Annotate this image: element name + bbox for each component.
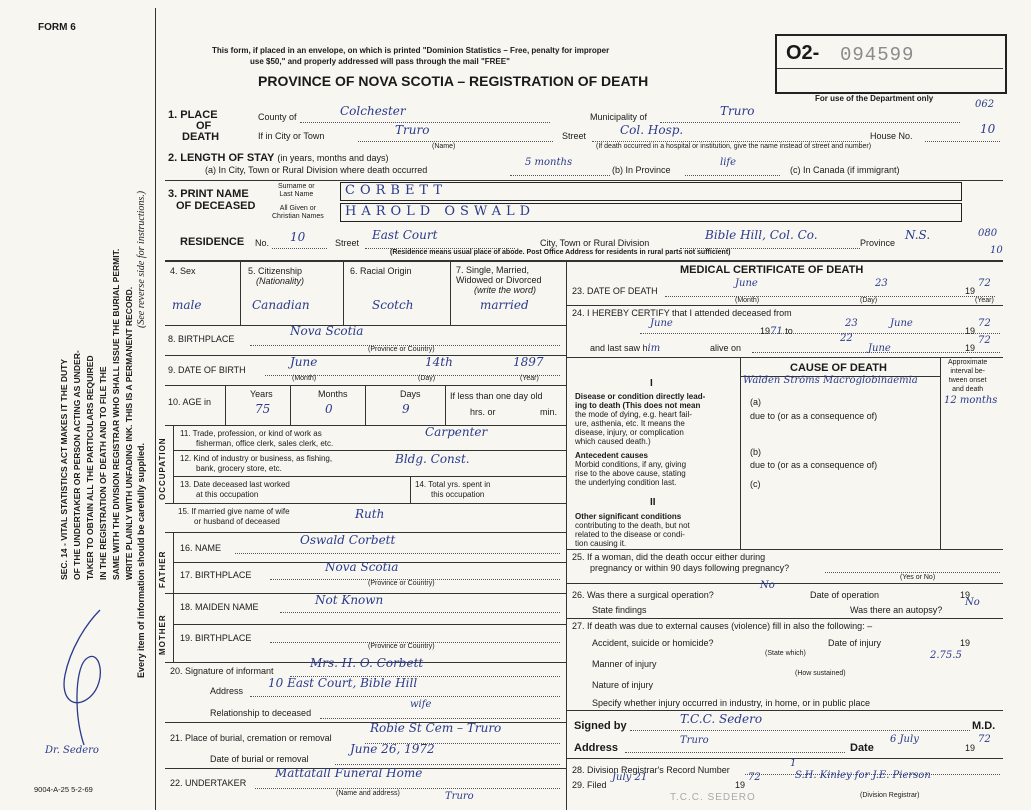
residence-street: East Court	[372, 228, 438, 242]
house-value: 10	[980, 122, 996, 136]
instructions-note: (See reverse side for instructions.)	[136, 190, 147, 328]
cause-header: CAUSE OF DEATH	[790, 362, 887, 374]
relationship-value: wife	[410, 699, 432, 710]
record-number: 1	[790, 758, 797, 769]
dob-month: June	[290, 355, 318, 369]
certificate-date: 6 July	[890, 734, 919, 745]
county-value: Colchester	[340, 104, 406, 118]
signature-flourish	[30, 605, 140, 755]
burial-place: Robie St Cem – Truro	[370, 721, 502, 735]
given-names-value: HAROLD OSWALD	[345, 204, 536, 219]
alive-year: 72	[978, 335, 991, 346]
stay-province-value: life	[720, 157, 737, 168]
father-name: Oswald Corbett	[300, 533, 396, 547]
residence-city: Bible Hill, Col. Co.	[705, 228, 818, 242]
occupation-side-label: OCCUPATION	[158, 437, 167, 500]
undertaker-city: Truro	[445, 791, 474, 802]
burial-date: June 26, 1972	[350, 742, 435, 756]
death-month: June	[735, 278, 758, 289]
undertaker-name: Mattatall Funeral Home	[275, 766, 423, 780]
last-saw-pronoun: im	[647, 343, 661, 354]
spouse-value: Ruth	[355, 507, 385, 521]
attended-to-month: June	[890, 318, 913, 329]
supply-note: Every item of information should be carefully supplied.	[136, 442, 146, 678]
trade-value: Carpenter	[425, 425, 488, 439]
division-registrar-signature: S.H. Kinley for J.E. Pierson	[795, 770, 931, 781]
informant-signature: Mrs. H. O. Corbett	[310, 656, 424, 670]
alive-month: June	[868, 343, 891, 354]
interval-a-value: 12 months	[944, 395, 998, 406]
place-of-death-label: 1. PLACE OF DEATH	[168, 109, 220, 143]
attended-from-month: June	[650, 318, 673, 329]
street-value: Col. Hosp.	[620, 123, 684, 137]
faint-stamp: T.C.C. SEDERO	[670, 792, 756, 803]
mother-side-label: MOTHER	[158, 614, 167, 655]
code-10: 10	[990, 245, 1003, 256]
postage-notice-1: This form, if placed in an envelope, on which is printed "Dominion Statistics – Free, penalty for improper	[212, 46, 610, 55]
stay-city-value: 5 months	[525, 157, 573, 168]
certificate-year: 72	[978, 734, 991, 745]
form-number: FORM 6	[38, 22, 76, 33]
postage-notice-2: use $50," and properly addressed will pass through the mail "FREE"	[250, 57, 510, 66]
form-title: PROVINCE OF NOVA SCOTIA – REGISTRATION OF DEATH	[258, 73, 649, 89]
residence-number: 10	[290, 230, 306, 244]
dob-year: 1897	[513, 355, 544, 369]
physician-address: Truro	[680, 735, 709, 746]
cause-a-value: Walden Ströms Macroglobinaemia	[743, 375, 918, 386]
code-2755: 2.75.5	[930, 650, 962, 661]
racial-value: Scotch	[372, 298, 414, 312]
dob-day: 14th	[425, 355, 453, 369]
informant-address: 10 East Court, Bible Hill	[268, 676, 418, 690]
autopsy-value: No	[965, 597, 980, 608]
attended-from-year: 71	[770, 326, 783, 337]
mother-maiden-name: Not Known	[315, 593, 384, 607]
death-day: 23	[875, 278, 888, 289]
father-side-label: FATHER	[158, 550, 167, 588]
attended-from-day: 23	[845, 318, 858, 329]
code-062: 062	[975, 99, 995, 110]
death-registration-form: FORM 6 This form, if placed in an envelope, on which is printed "Dominion Statistics – Free, penalty for improper use $50," and properly addressed will pass through the mail "FREE" PROVINCE OF NOVA SCOTIA – REGISTRATION OF DEATH O2- 094599 For use of the Department only SEC. 14 - VITAL STATISTICS ACT MAKES IT THE DUTY OF THE UNDERTAKER OR PERSON ACTING AS UNDER- TAKER TO OBTAIN ALL THE PARTICULARS REQUIRED IN THE REGISTRATION OF DEATH AND TO FILE THE SAME WITH THE DIVISION REGISTRAR WHO SHALL ISSUE THE BURIAL PERMIT. WRITE PLAINLY WITH UNFADING INK. THIS IS A PERMANENT RECORD. (See reverse side for instructions.) Every item of information should be carefully supplied. Dr. Sedero 9004-A-25 5-2-69 1. PLACE OF DEATH County of Colchester Municipality of Truro 062 If in City or Town Truro (Name) Street Col. Hosp. House No. 10 (If death occurred in a hospital or institution, give the name instead of street and number) 2. LENGTH OF STAY (in years, months and days) (a) In City, Town or Rural Division where death occurred 5 months (b) In Province life (c) In Canada (if immigrant) 3. PRINT NAME OF DECEASED Surname or Last Name All Given or Christian Names CORBETT HAROLD OSWALD RESIDENCE No. 10 Street East Court City, Town or Rural Division Bible Hill, Col. Co. Province N.S. 080 10 (Residence means usual place of abode. Post Office Address for residents in rural parts not sufficient) 4. Sex male 5. Citizenship (Nationality) Canadian 6. Racial Origin Scotch 7. Single, Married, Widowed or Divorced (write the word) married 8. BIRTHPLACE Nova Scotia (Province or Country) 9. DATE OF BIRTH June 14th 1897 (Month) (Day) (Year) 10. AGE in Years 75 Months 0 Days 9 If less than one day old hrs. or min. OCCUPATION 11. Trade, profession, or kind of work as fisherman, office clerk, sales clerk, etc. Carpenter 12. Kind of industry or business, as fishing, bank, grocery store, etc. Bldg. Const. 13. Date deceased last worked at this occupation 14. Total yrs. spent in this occupation 15. If married give name of wife or husband of deceased Ruth FATHER MOTHER 16. NAME Oswald Corbett 17. BIRTHPLACE Nova Scotia (Province or Country) 18. MAIDEN NAME Not Known 19. BIRTHPLACE (Province or Country) 20. Signature of informant Mrs. H. O. Corbett Address 10 East Court, Bible Hill Relationship to deceased wife 21. Place of burial, cremation or removal Robie St Cem – Truro Date of burial or removal June 26, 1972 22. UNDERTAKER Mattatall Funeral Home Truro (Name and address) MEDICAL CERTIFICATE OF DEATH 23. DATE OF DEATH June 23 19 72 (Month) (Day) (Year) 24. I HEREBY CERTIFY that I attended deceased from June 1971 to 23 June 19 72 and last saw him alive on 22 June 19 72 CAUSE OF DEATH Approximate interval be- tween onset and death I Disease or condition directly lead- ing to death (This does not mean the mode of dying, e.g. heart fail- ure, asthenia, etc. It means the disease, injury, or complication which caused death.) (a) Walden Ströms Macroglobinaemia 12 months due to (or as a consequence of) Antecedent causes Morbid conditions, if any, giving rise to the above cause, stating the underlying condition last. (b) due to (or as a consequence of) (c) II Other significant conditions contributing to the death, but not related to the disease or condi- tion causing it. 25. If a woman, did the death occur either during pregnancy or within 90 days following pregnancy? (Yes or No) 26. Was there a surgical operation? No Date of operation 19 State findings Was there an autopsy? No 27. If death was due to external causes (violence) fill in also the following: – Accident, suicide or homicide? Date of injury 19 (State which) Manner of injury 2.75.5 (How sustained) Nature of injury Specify whether injury occurred in industry, in home, or in public place Signed by T.C.C. Sedero M.D. Address Truro Date 6 July 19 72 28. Division Registrar's Record Number 1 29. Filed July 21 19 72 S.H. Kinley for J.E. Pierson T.C.C. SEDERO (Division Registrar)	[0, 0, 1031, 810]
reg-prefix: O2-	[786, 42, 820, 64]
age-months: 0	[325, 402, 333, 416]
age-years: 75	[255, 402, 271, 416]
code-080: 080	[978, 228, 998, 239]
residence-province: N.S.	[905, 228, 931, 242]
death-year: 72	[978, 278, 991, 289]
age-days: 9	[402, 402, 410, 416]
birthplace-value: Nova Scotia	[290, 324, 364, 338]
father-birthplace: Nova Scotia	[325, 560, 399, 574]
margin-signature: Dr. Sedero	[45, 745, 99, 756]
physician-signature: T.C.C. Sedero	[680, 712, 763, 726]
operation-value: No	[760, 580, 775, 591]
citizenship-value: Canadian	[252, 298, 310, 312]
marital-value: married	[480, 298, 529, 312]
surname-value: CORBETT	[345, 183, 448, 198]
footer-code: 9004-A-25 5-2-69	[34, 785, 93, 794]
filed-year: 72	[748, 772, 761, 783]
city-value: Truro	[395, 123, 430, 137]
sex-value: male	[172, 298, 202, 312]
attended-to-year: 72	[978, 318, 991, 329]
municipality-value: Truro	[720, 104, 755, 118]
filed-date: July 21	[612, 772, 648, 783]
industry-value: Bldg. Const.	[395, 452, 470, 466]
reg-number: 094599	[840, 44, 915, 66]
dept-note: For use of the Department only	[815, 94, 934, 103]
statute-notice: SEC. 14 - VITAL STATISTICS ACT MAKES IT THE DUTY OF THE UNDERTAKER OR PERSON ACTING AS UNDER- TAKER TO OBTAIN ALL THE PARTICULARS REQUIRED IN THE REGISTRATION OF DEATH AND TO FILE THE SAME WITH THE DIVISION REGISTRAR WHO SHALL ISSUE THE BURIAL PERMIT. WRITE PLAINLY WITH UNFADING INK. THIS IS A PERMANENT RECORD.	[59, 248, 134, 580]
alive-day: 22	[840, 333, 853, 344]
medical-header: MEDICAL CERTIFICATE OF DEATH	[680, 264, 864, 276]
